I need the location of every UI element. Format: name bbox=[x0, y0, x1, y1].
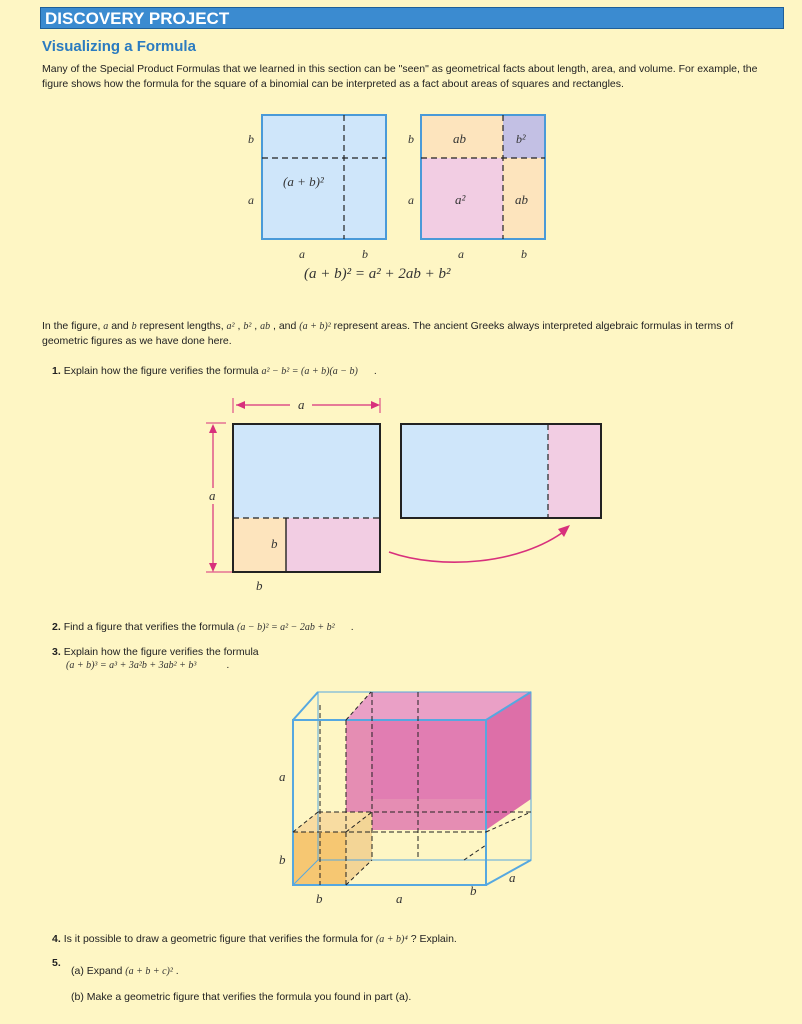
q2-end: . bbox=[350, 621, 354, 633]
cube-left-b: b bbox=[279, 852, 286, 867]
right-b2-label: b² bbox=[516, 132, 526, 146]
mid-math-ab: ab bbox=[260, 321, 271, 332]
mid-math-a: a bbox=[103, 321, 109, 332]
bottom-b-label: b bbox=[256, 578, 263, 593]
q5-number: 5. bbox=[52, 957, 61, 969]
question-5b bbox=[71, 990, 411, 1005]
right-a2-label: a² bbox=[455, 192, 466, 207]
left-a-label: a bbox=[209, 488, 216, 503]
cube-bottom-a: a bbox=[396, 891, 403, 906]
q4-end: ? Explain. bbox=[407, 933, 457, 945]
top-a-label: a bbox=[298, 397, 305, 412]
mid-text-3: represent areas. The ancient Greeks always interpreted algebraic formulas in terms of geometric figures as we have done here. bbox=[42, 320, 734, 347]
q4-text: Is it possible to draw a geometric figure that verifies the formula for bbox=[63, 933, 376, 945]
q5a-formula: (a + b + c)² bbox=[125, 966, 173, 977]
cube-bottom-b2: b bbox=[470, 883, 477, 898]
banner-title: DISCOVERY PROJECT bbox=[45, 9, 230, 28]
q4-formula: (a + b)⁴ bbox=[375, 934, 408, 945]
mid-math-b: b bbox=[131, 321, 137, 332]
q5a-end: . bbox=[172, 965, 179, 977]
mid-and-2: , and bbox=[270, 320, 300, 332]
q2-formula: (a − b)² = a² − 2ab + b² bbox=[237, 622, 335, 633]
q3-end: . bbox=[226, 659, 230, 671]
right-bottom-b: b bbox=[521, 247, 527, 261]
mid-comma-2: , bbox=[251, 320, 261, 332]
right-ab-side-label: ab bbox=[515, 192, 528, 207]
mid-text-and: and bbox=[108, 320, 132, 332]
right-side-b: b bbox=[408, 132, 414, 146]
section-subtitle: Visualizing a Formula bbox=[42, 38, 196, 55]
q1-end: . bbox=[373, 365, 377, 377]
q2-number: 2. bbox=[52, 621, 61, 633]
question-5a bbox=[71, 964, 179, 979]
right-bottom-a: a bbox=[458, 247, 464, 261]
right-ab-top-label: ab bbox=[453, 131, 466, 146]
left-side-a: a bbox=[248, 193, 254, 207]
q3-number: 3. bbox=[52, 646, 61, 658]
q1-text: Explain how the figure verifies the formula bbox=[63, 365, 262, 377]
mid-math-b2: b² bbox=[243, 321, 252, 332]
right-side-a: a bbox=[408, 193, 414, 207]
cube-bottom-b1: b bbox=[316, 891, 323, 906]
question-5-number bbox=[52, 956, 61, 971]
q3-formula: (a + b)³ = a³ + 3a²b + 3ab² + b³ bbox=[66, 660, 197, 671]
q5a-text: (a) Expand bbox=[71, 965, 126, 977]
cube-right-a: a bbox=[509, 870, 516, 885]
q2-text: Find a figure that verifies the formula bbox=[63, 621, 238, 633]
q1-formula: a² − b² = (a + b)(a − b) bbox=[261, 366, 358, 377]
intro-paragraph: Many of the Special Product Formulas that we learned in this section can be "seen" as geometrical facts about length, area, and volume. For example, the figure shows how the formula for the square of a binomial can be interpreted as a fact about areas of squares and rectangles. bbox=[42, 63, 758, 90]
mid-math-apb2: (a + b)² bbox=[299, 321, 331, 332]
q5b-text: (b) Make a geometric figure that verifies the formula you found in part (a). bbox=[71, 991, 412, 1003]
cube-left-a: a bbox=[279, 769, 286, 784]
cube-edge-tl bbox=[293, 692, 318, 720]
left-square-label: (a + b)² bbox=[283, 174, 324, 189]
q3-text: Explain how the figure verifies the formula bbox=[63, 646, 259, 658]
mid-math-a2: a² bbox=[226, 321, 235, 332]
left-bottom-b: b bbox=[362, 247, 368, 261]
question-4 bbox=[52, 932, 457, 947]
mid-text-2: represent lengths, bbox=[136, 320, 227, 332]
left-side-b: b bbox=[248, 132, 254, 146]
cube-div-d6 bbox=[464, 845, 486, 860]
q1-number: 1. bbox=[52, 365, 61, 377]
mid-comma-1: , bbox=[234, 320, 244, 332]
left-bottom-a: a bbox=[299, 247, 305, 261]
inner-b-label: b bbox=[271, 536, 278, 551]
q4-number: 4. bbox=[52, 933, 61, 945]
figure1-formula: (a + b)² = a² + 2ab + b² bbox=[304, 266, 451, 282]
mid-text-1: In the figure, bbox=[42, 320, 104, 332]
